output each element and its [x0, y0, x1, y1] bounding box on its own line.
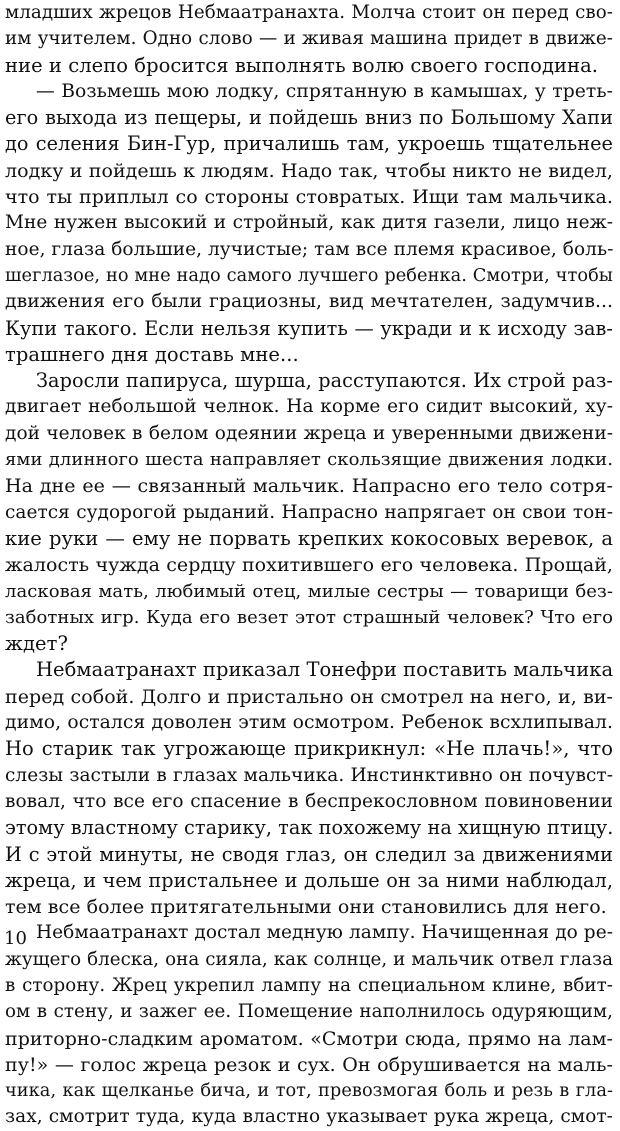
text-line: ласковая мать, любимый отец, милые сестры — товарищи без-: [5, 580, 613, 602]
body-text: [5, 0, 613, 1131]
text-line: младших жрецов Небмаатранахта. Молча стоит он перед сво-: [5, 2, 613, 23]
text-line: жреца, и чем пристальнее и дольше он за ними наблюдал,: [5, 868, 613, 892]
text-line: пу!» — голос жреца резок и сух. Он обрушивается на маль-: [5, 1053, 613, 1076]
text-line: Мне нужен высокий и стройный, как дитя газели, лицо неж-: [5, 212, 613, 234]
text-line: лодку и пойдешь к людям. Надо так, чтобы никто не видел,: [5, 159, 613, 182]
text-line: этому властному старику, так похожему на хищную птицу.: [5, 816, 613, 840]
text-line: — Возьмешь мою лодку, спрятанную в камышах, у треть-: [36, 80, 613, 102]
text-line: тем все более притягательными они становились для него.: [5, 896, 607, 919]
text-line: вовал, что все его спасение в беспрекословном повиновении: [5, 790, 613, 812]
text-line: заботных игр. Куда его везет этот страшный человек? Что его: [5, 606, 613, 628]
text-line: слезы застыли в глазах мальчика. Инстинктивно он почувст-: [5, 764, 613, 786]
text-line: приторно-сладким ароматом. «Смотри сюда, прямо на лам-: [5, 1027, 613, 1050]
text-line: в сторону. Жрец укрепил лампу на специальном клине, вбит-: [5, 974, 613, 996]
text-line: Заросли папируса, шурша, расступаются. Их строй раз-: [36, 369, 613, 393]
text-line: до селения Бин-Гур, причалишь там, укроешь тщательнее: [5, 132, 613, 156]
text-line: ом в стену, и зажег ее. Помещение наполнилось одуряющим,: [5, 1001, 613, 1023]
text-line: ное, глаза большие, лучистые; там все племя красивое, боль-: [5, 238, 613, 260]
page-number: 10: [4, 928, 27, 949]
text-line: дой человек в белом одеянии жреца и уверенными движени-: [5, 422, 613, 444]
text-line: зах, смотрит туда, куда властно указывает рука жреца, смот-: [5, 1106, 613, 1128]
text-line: Но старик так угрожающе прикрикнул: «Не плачь!», что: [5, 737, 613, 761]
text-line: Небмаатранахт приказал Тонефри поставить мальчика: [36, 658, 613, 682]
text-line: двигает небольшой челнок. На корме его сидит высокий, ху-: [5, 396, 613, 418]
text-line: жущего блеска, она сияла, как солнце, и мальчик отвел глаза: [5, 948, 613, 970]
text-line: ждет?: [5, 632, 68, 656]
text-line: движения его были грациозны, вид мечтателен, задумчив...: [5, 291, 613, 313]
text-line: Купи такого. Если нельзя купить — укради и к исходу зав-: [5, 316, 613, 340]
text-line: ями длинного шеста направляет скользящие движения лодки.: [5, 449, 613, 471]
text-line: кие руки — ему не порвать крепких кокосовых веревок, а: [5, 526, 613, 550]
text-line: чика, как щелканье бича, и тот, превозмогая боль и резь в гла-: [5, 1081, 613, 1102]
text-line: им учителем. Одно слово — и живая машина придет в движе-: [5, 28, 613, 50]
text-line: ние и слепо бросится выполнять волю своего господина.: [5, 53, 599, 77]
text-line: сается судорогой рыданий. Напрасно напрягает он свои тон-: [5, 501, 613, 523]
text-line: перед собой. Долго и пристально он смотрел на него, и, ви-: [5, 685, 613, 708]
text-line: И с этой минуты, не сводя глаз, он следил за движениями: [5, 842, 613, 866]
text-line: На дне ее — связанный мальчик. Напрасно его тело сотря-: [5, 475, 613, 498]
text-line: Небмаатранахт достал медную лампу. Начищенная до ре-: [36, 922, 613, 944]
text-line: его выхода из пещеры, и пойдешь вниз по Большому Хапи: [5, 106, 613, 130]
text-line: жалость чужда сердцу похитившего его человека. Прощай,: [5, 554, 613, 577]
text-line: димо, остался доволен этим осмотром. Ребенок всхлипывал.: [5, 712, 613, 734]
text-line: шеглазое, но мне надо самого лучшего ребенка. Смотри, чтобы: [5, 265, 613, 286]
text-line: трашнего дня доставь мне...: [5, 342, 299, 366]
text-line: что ты приплыл со стороны стовратых. Ищи там мальчика.: [5, 186, 613, 209]
